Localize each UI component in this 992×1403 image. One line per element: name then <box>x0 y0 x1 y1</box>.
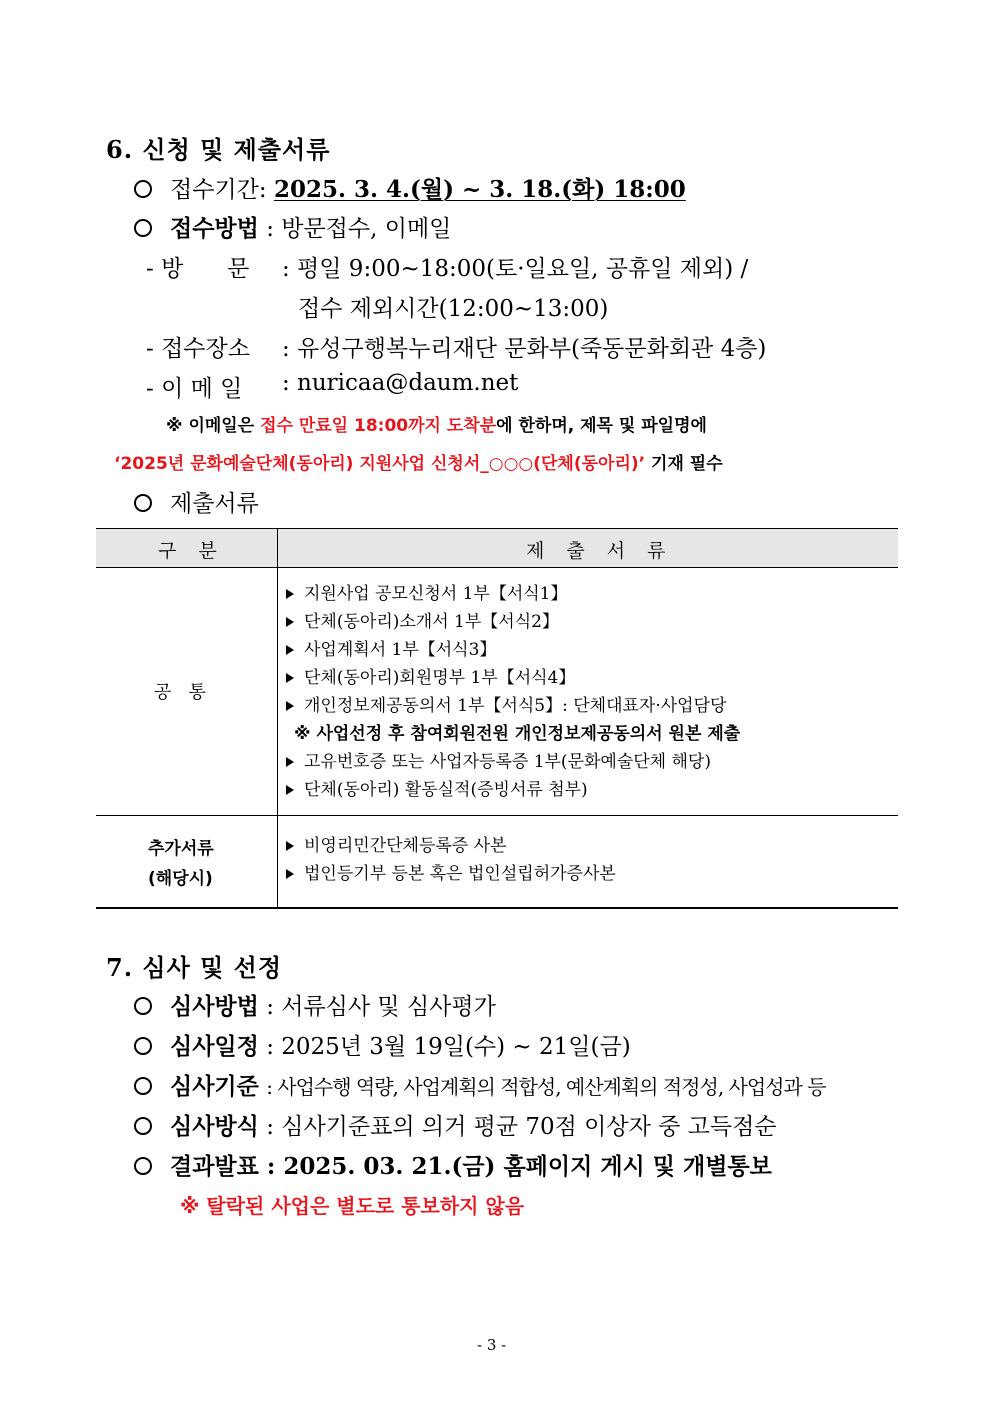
circle-bullet-icon <box>134 1037 152 1055</box>
circle-bullet-icon <box>134 1077 152 1095</box>
list-item: 단체(동아리)소개서 1부【서식2】 <box>286 608 740 636</box>
row-extra-label-2: (해당시) <box>148 869 213 889</box>
note1-part-b: 접수 만료일 18:00까지 도착분 <box>260 416 497 436</box>
note2-part-b: 기재 필수 <box>645 454 723 474</box>
review-schedule-label: 심사일정 <box>170 1033 259 1060</box>
triangle-bullet-icon <box>286 841 294 851</box>
row-extra-items <box>286 832 616 888</box>
docs-row <box>134 485 259 518</box>
docs-label: 제출서류 <box>170 491 259 517</box>
circle-bullet-icon <box>134 997 152 1015</box>
row-common-items <box>286 580 740 804</box>
list-item: 사업계획서 1부【서식3】 <box>286 636 740 664</box>
result-row <box>134 1148 772 1181</box>
circle-bullet-icon <box>134 219 152 237</box>
review-schedule-row <box>134 1028 631 1061</box>
documents-table <box>96 528 898 908</box>
review-type-row <box>134 1108 777 1141</box>
place-label: - 접수장소 <box>146 336 250 362</box>
review-method-row <box>134 988 496 1021</box>
header-category: 구 분 <box>158 540 225 562</box>
consent-note: ※ 사업선정 후 참여회원전원 개인정보제공동의서 원본 제출 <box>294 724 741 744</box>
method-value: : 방문접수, 이메일 <box>266 216 452 242</box>
triangle-bullet-icon <box>286 617 294 627</box>
row-common-label: 공 통 <box>154 682 206 703</box>
triangle-bullet-icon <box>286 701 294 711</box>
section-6-title: 6. 신청 및 제출서류 <box>106 135 331 164</box>
note2-part-a: ‘2025년 문화예술단체(동아리) 지원사업 신청서_○○○(단체(동아리)’ <box>114 454 646 474</box>
visit-label: - 방 문 <box>146 256 250 282</box>
list-item: 단체(동아리)회원명부 1부【서식4】 <box>286 664 740 692</box>
triangle-bullet-icon <box>286 673 294 683</box>
place-value: : 유성구행복누리재단 문화부(죽동문화회관 4층) <box>282 336 767 362</box>
period-row <box>134 171 686 204</box>
page-number: - 3 - <box>477 1336 507 1354</box>
review-criteria-label: 심사기준 <box>170 1073 259 1100</box>
email-note-line-1 <box>166 411 707 436</box>
review-criteria-value: : 사업수행 역량, 사업계획의 적합성, 예산계획의 적정성, 사업성과 등 <box>266 1075 826 1099</box>
visit-value-1: : 평일 9:00~18:00(토·일요일, 공휴일 제외) / <box>282 256 749 282</box>
method-row <box>134 210 451 243</box>
email-label: - 이 메 일 <box>146 376 243 402</box>
rejection-note: ※ 탈락된 사업은 별도로 통보하지 않음 <box>180 1194 525 1218</box>
list-item: 법인등기부 등본 혹은 법인설립허가증사본 <box>286 860 616 888</box>
header-documents: 제 출 서 류 <box>526 540 674 562</box>
list-item: 고유번호증 또는 사업자등록증 1부(문화예술단체 해당) <box>286 748 740 776</box>
review-method-label: 심사방법 <box>170 993 259 1020</box>
triangle-bullet-icon <box>286 869 294 879</box>
note1-part-a: ※ 이메일은 <box>166 416 261 436</box>
list-item: 지원사업 공모신청서 1부【서식1】 <box>286 580 740 608</box>
method-label: 접수방법 <box>170 215 259 242</box>
review-method-value: : 서류심사 및 심사평가 <box>266 994 496 1020</box>
triangle-bullet-icon <box>286 785 294 795</box>
note1-part-c: 에 한하며, 제목 및 파일명에 <box>496 416 707 436</box>
list-item: 단체(동아리) 활동실적(증빙서류 첨부) <box>286 776 740 804</box>
list-item: 개인정보제공동의서 1부【서식5】: 단체대표자·사업담당 <box>286 692 740 720</box>
result-value: : 2025. 03. 21.(금) 홈페이지 게시 및 개별통보 <box>266 1153 772 1180</box>
review-criteria-row <box>134 1068 826 1101</box>
circle-bullet-icon <box>134 180 152 198</box>
visit-value-2: 접수 제외시간(12:00~13:00) <box>298 296 609 322</box>
circle-bullet-icon <box>134 494 152 512</box>
circle-bullet-icon <box>134 1157 152 1175</box>
triangle-bullet-icon <box>286 645 294 655</box>
row-extra-label-1: 추가서류 <box>148 839 214 859</box>
triangle-bullet-icon <box>286 589 294 599</box>
circle-bullet-icon <box>134 1117 152 1135</box>
result-label: 결과발표 <box>170 1153 259 1180</box>
list-item: 비영리민간단체등록증 사본 <box>286 832 616 860</box>
triangle-bullet-icon <box>286 757 294 767</box>
review-type-value: : 심사기준표의 의거 평균 70점 이상자 중 고득점순 <box>266 1114 777 1140</box>
email-note-line-2 <box>114 449 723 474</box>
email-value: : nuricaa@daum.net <box>282 370 519 396</box>
period-label: 접수기간: <box>170 177 267 203</box>
review-schedule-value: : 2025년 3월 19일(수) ~ 21일(금) <box>266 1034 631 1060</box>
section-7-title: 7. 심사 및 선정 <box>106 953 283 982</box>
period-value: 2025. 3. 4.(월) ~ 3. 18.(화) 18:00 <box>273 176 686 203</box>
review-type-label: 심사방식 <box>170 1113 259 1140</box>
